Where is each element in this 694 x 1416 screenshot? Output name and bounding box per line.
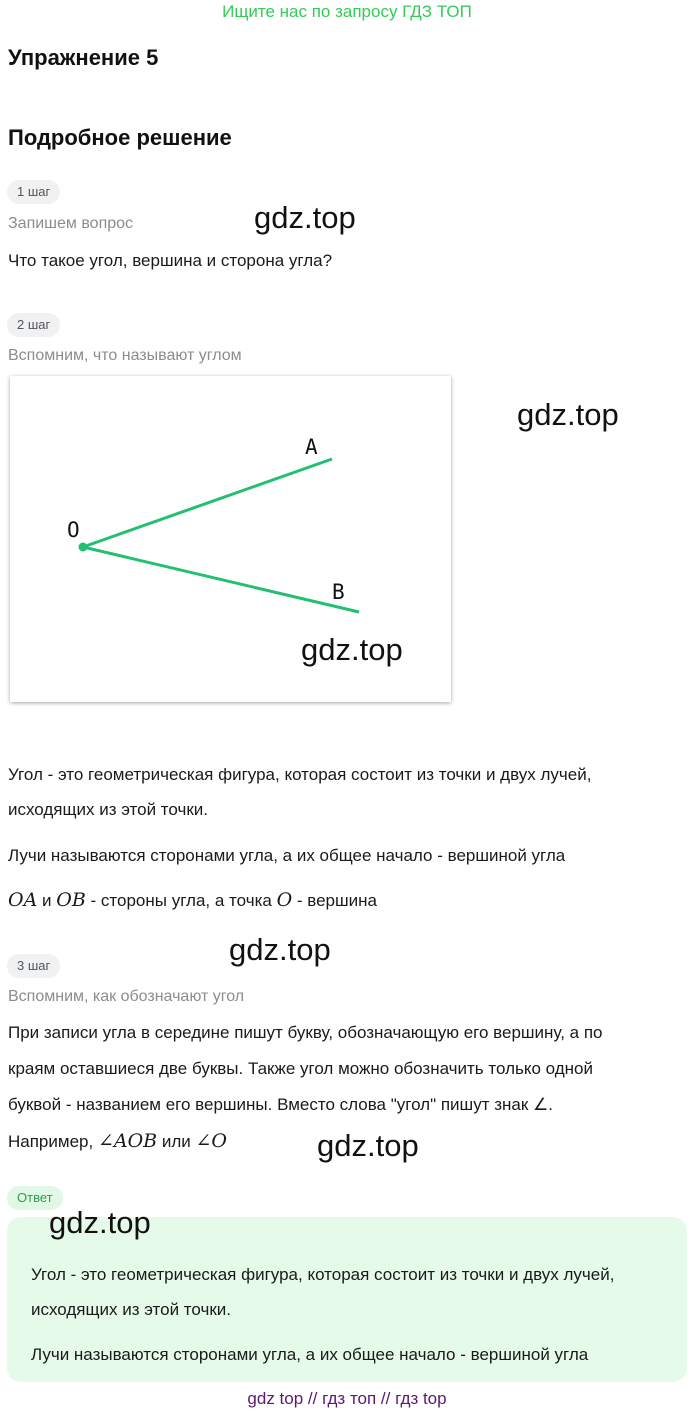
example-prefix: Например, [8, 1132, 98, 1151]
step-2-definition-line2: исходящих из этой точки. [8, 800, 208, 819]
step-badge-2: 2 шаг [7, 313, 60, 337]
step-3-line2: краям оставшиеся две буквы. Также угол можно обозначить только одной [8, 1059, 593, 1078]
step-3-subtitle: Вспомним, как обозначают угол [8, 988, 245, 1005]
step-2-subtitle: Вспомним, что называют углом [8, 347, 242, 364]
watermark: gdz.top [301, 632, 403, 667]
step-badge-3: 3 шаг [7, 954, 60, 978]
watermark: gdz.top [317, 1128, 419, 1163]
answer-line2: исходящих из этой точки. [31, 1300, 231, 1319]
step-badge-1: 1 шаг [7, 180, 60, 204]
math-angle-o: ∠O [195, 1130, 227, 1152]
step-3-line3: буквой - названием его вершины. Вместо слова "угол" пишут знак ∠. [8, 1095, 553, 1114]
watermark: gdz.top [49, 1205, 151, 1240]
watermark: gdz.top [517, 397, 619, 432]
search-banner: Ищите нас по запросу ГДЗ ТОП [222, 2, 472, 21]
step-2-definition-line1: Угол - это геометрическая фигура, которая состоит из точки и двух лучей, [8, 765, 592, 784]
answer-line1: Угол - это геометрическая фигура, которая состоит из точки и двух лучей, [31, 1265, 615, 1284]
label-b: B [332, 580, 345, 604]
text-and: и [37, 891, 57, 910]
step-1-question: Что такое угол, вершина и сторона угла? [8, 251, 333, 270]
step-3-line4 [8, 1124, 227, 1159]
text-or: или [157, 1132, 196, 1151]
watermark: gdz.top [229, 932, 331, 967]
footer-links: gdz top // гдз топ // гдз top [247, 1389, 447, 1408]
step-2-sides-text: Лучи называются сторонами угла, а их общее начало - вершиной угла [8, 846, 566, 865]
step-3-line1: При записи угла в середине пишут букву, обозначающую его вершину, а по [8, 1023, 603, 1042]
step-1-subtitle: Запишем вопрос [8, 215, 134, 232]
math-angle-aob: ∠AOB [97, 1130, 158, 1152]
label-o: O [67, 518, 80, 542]
watermark: gdz.top [254, 200, 356, 235]
math-o: O [276, 889, 293, 911]
vertex-point [79, 543, 88, 552]
ray-oa [83, 459, 332, 547]
text-end: - вершина [292, 891, 377, 910]
ray-ob [83, 547, 359, 612]
section-title: Подробное решение [8, 125, 232, 150]
answer-line3: Лучи называются сторонами угла, а их общее начало - вершиной угла [31, 1345, 589, 1364]
math-ob: OB [56, 889, 86, 911]
answer-box [7, 1217, 687, 1382]
page-title: Упражнение 5 [8, 45, 159, 70]
label-a: A [305, 435, 318, 459]
text-mid: - стороны угла, а точка [85, 891, 277, 910]
step-2-notation-text [8, 883, 377, 918]
answer-badge: Ответ [7, 1186, 63, 1210]
math-oa: OA [8, 889, 38, 911]
